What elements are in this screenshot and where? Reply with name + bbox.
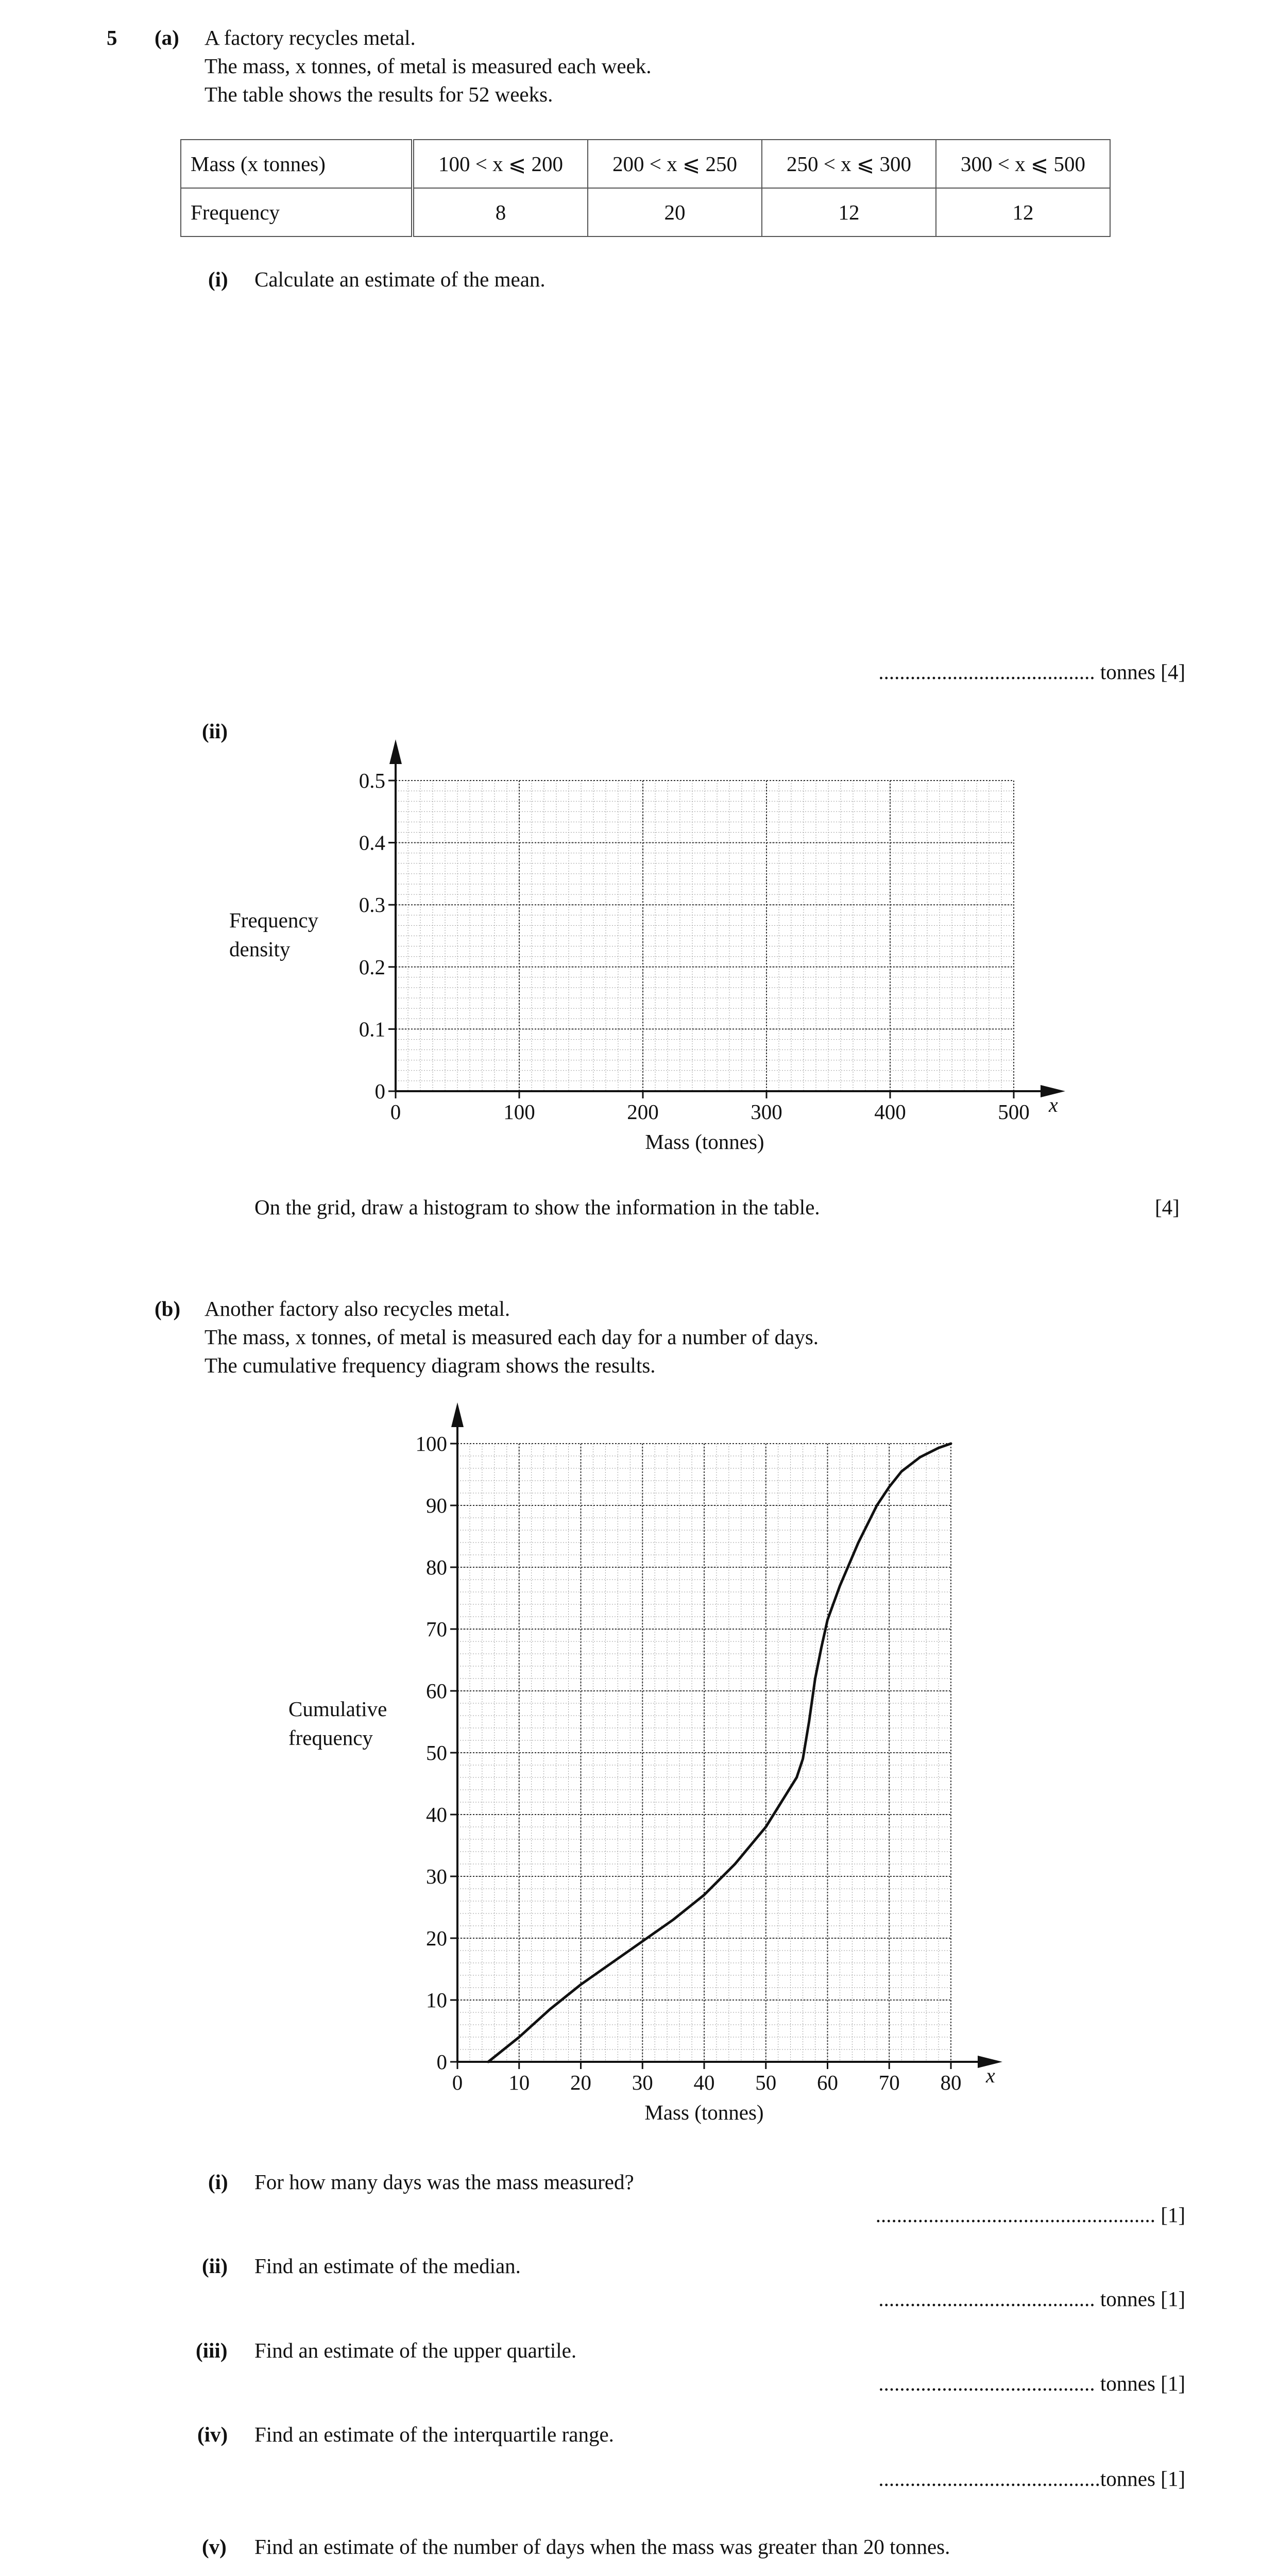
x-tick-label: 100 bbox=[503, 1100, 535, 1124]
part-b-i-text: For how many days was the mass measured? bbox=[254, 2170, 634, 2194]
y-axis-label: Cumulative bbox=[288, 1697, 387, 1721]
table-cell-frequency: 8 bbox=[413, 188, 588, 236]
part-b-intro-line-1: Another factory also recycles metal. bbox=[205, 1297, 510, 1320]
y-tick-label: 80 bbox=[426, 1555, 447, 1579]
x-tick-label: 20 bbox=[570, 2071, 591, 2094]
x-tick-label: 40 bbox=[693, 2071, 715, 2094]
x-tick-label: 80 bbox=[940, 2071, 962, 2094]
question-number: 5 bbox=[107, 26, 117, 49]
y-axis-arrow-icon bbox=[451, 1402, 464, 1427]
part-b-iv-text: Find an estimate of the interquartile range. bbox=[254, 2422, 614, 2446]
part-a-ii-instruction: On the grid, draw a histogram to show the information in the table. bbox=[254, 1195, 820, 1219]
y-tick-label: 0 bbox=[374, 1079, 385, 1103]
part-b-ii-label: (ii) bbox=[202, 2254, 228, 2278]
x-tick-label: 500 bbox=[998, 1100, 1030, 1124]
x-tick-label: 300 bbox=[751, 1100, 782, 1124]
part-b-intro-line-2: The mass, x tonnes, of metal is measured each day for a number of days. bbox=[205, 1325, 819, 1349]
x-tick-label: 60 bbox=[817, 2071, 838, 2094]
part-b-i-label: (i) bbox=[208, 2170, 228, 2194]
part-a-i-label: (i) bbox=[208, 267, 228, 291]
y-tick-label: 90 bbox=[426, 1494, 447, 1517]
answer-line-days[interactable]: ..................................................... [1] bbox=[875, 2203, 1185, 2227]
table-cell-class: 250 < x ⩽ 300 bbox=[762, 140, 936, 188]
y-tick-label: 50 bbox=[426, 1741, 447, 1765]
part-a-label: (a) bbox=[155, 26, 179, 49]
part-b-intro-line-3: The cumulative frequency diagram shows the results. bbox=[205, 1353, 656, 1377]
y-tick-label: 0 bbox=[436, 2050, 447, 2074]
y-tick-label: 0.1 bbox=[359, 1017, 385, 1041]
y-axis-label: density bbox=[229, 937, 291, 961]
part-a-intro-line-2: The mass, x tonnes, of metal is measured each week. bbox=[205, 54, 652, 78]
x-tick-label: 10 bbox=[508, 2071, 530, 2094]
part-a-ii-label: (ii) bbox=[202, 719, 228, 743]
x-axis-label: Mass (tonnes) bbox=[644, 2100, 764, 2124]
y-tick-label: 0.5 bbox=[359, 769, 385, 792]
x-tick-label: 70 bbox=[878, 2071, 900, 2094]
x-axis-variable: x bbox=[1049, 1093, 1058, 1116]
part-a-i-text: Calculate an estimate of the mean. bbox=[254, 267, 546, 291]
table-cell-frequency: 12 bbox=[762, 188, 936, 236]
y-axis-label: Frequency bbox=[229, 908, 319, 932]
y-tick-label: 30 bbox=[426, 1865, 447, 1888]
answer-line-upper-quartile[interactable]: ......................................... tonnes [1] bbox=[878, 2371, 1185, 2395]
part-b-iii-label: (iii) bbox=[196, 2338, 228, 2362]
x-axis-label: Mass (tonnes) bbox=[645, 1130, 764, 1154]
answer-line-mean[interactable]: ......................................... tonnes [4] bbox=[878, 660, 1185, 684]
part-a-ii-marks: [4] bbox=[1155, 1195, 1180, 1219]
x-tick-label: 200 bbox=[627, 1100, 659, 1124]
x-tick-label: 30 bbox=[632, 2071, 653, 2094]
table-cell-class: 100 < x ⩽ 200 bbox=[413, 140, 588, 188]
part-a-intro-line-3: The table shows the results for 52 weeks. bbox=[205, 82, 553, 106]
x-axis-variable: x bbox=[986, 2064, 995, 2087]
x-tick-label: 0 bbox=[452, 2071, 463, 2094]
y-tick-label: 20 bbox=[426, 1926, 447, 1950]
part-b-label: (b) bbox=[155, 1297, 181, 1320]
answer-line-iqr[interactable]: ..........................................tonnes [1] bbox=[878, 2467, 1185, 2490]
y-tick-label: 70 bbox=[426, 1617, 447, 1641]
y-tick-label: 0.3 bbox=[359, 893, 385, 917]
part-a-intro-line-1: A factory recycles metal. bbox=[205, 26, 416, 49]
y-tick-label: 0.4 bbox=[359, 831, 385, 855]
table-row-header-mass: Mass (x tonnes) bbox=[181, 140, 413, 188]
table-cell-frequency: 20 bbox=[588, 188, 762, 236]
part-b-iv-label: (iv) bbox=[197, 2422, 228, 2446]
table-cell-class: 200 < x ⩽ 250 bbox=[588, 140, 762, 188]
y-tick-label: 100 bbox=[415, 1432, 447, 1455]
part-b-iii-text: Find an estimate of the upper quartile. bbox=[254, 2338, 577, 2362]
x-tick-label: 0 bbox=[390, 1100, 401, 1124]
y-axis-label: frequency bbox=[288, 1726, 373, 1750]
y-tick-label: 40 bbox=[426, 1803, 447, 1826]
part-b-v-label: (v) bbox=[202, 2535, 227, 2558]
x-tick-label: 50 bbox=[755, 2071, 777, 2094]
table-cell-class: 300 < x ⩽ 500 bbox=[936, 140, 1110, 188]
y-tick-label: 0.2 bbox=[359, 955, 385, 979]
part-b-v-text: Find an estimate of the number of days when the mass was greater than 20 tonnes. bbox=[254, 2535, 950, 2558]
x-tick-label: 400 bbox=[874, 1100, 906, 1124]
part-b-ii-text: Find an estimate of the median. bbox=[254, 2254, 521, 2278]
answer-line-median[interactable]: ......................................... tonnes [1] bbox=[878, 2287, 1185, 2311]
table-row-header-frequency: Frequency bbox=[181, 188, 413, 236]
table-cell-frequency: 12 bbox=[936, 188, 1110, 236]
y-tick-label: 60 bbox=[426, 1679, 447, 1703]
y-tick-label: 10 bbox=[426, 1988, 447, 2012]
